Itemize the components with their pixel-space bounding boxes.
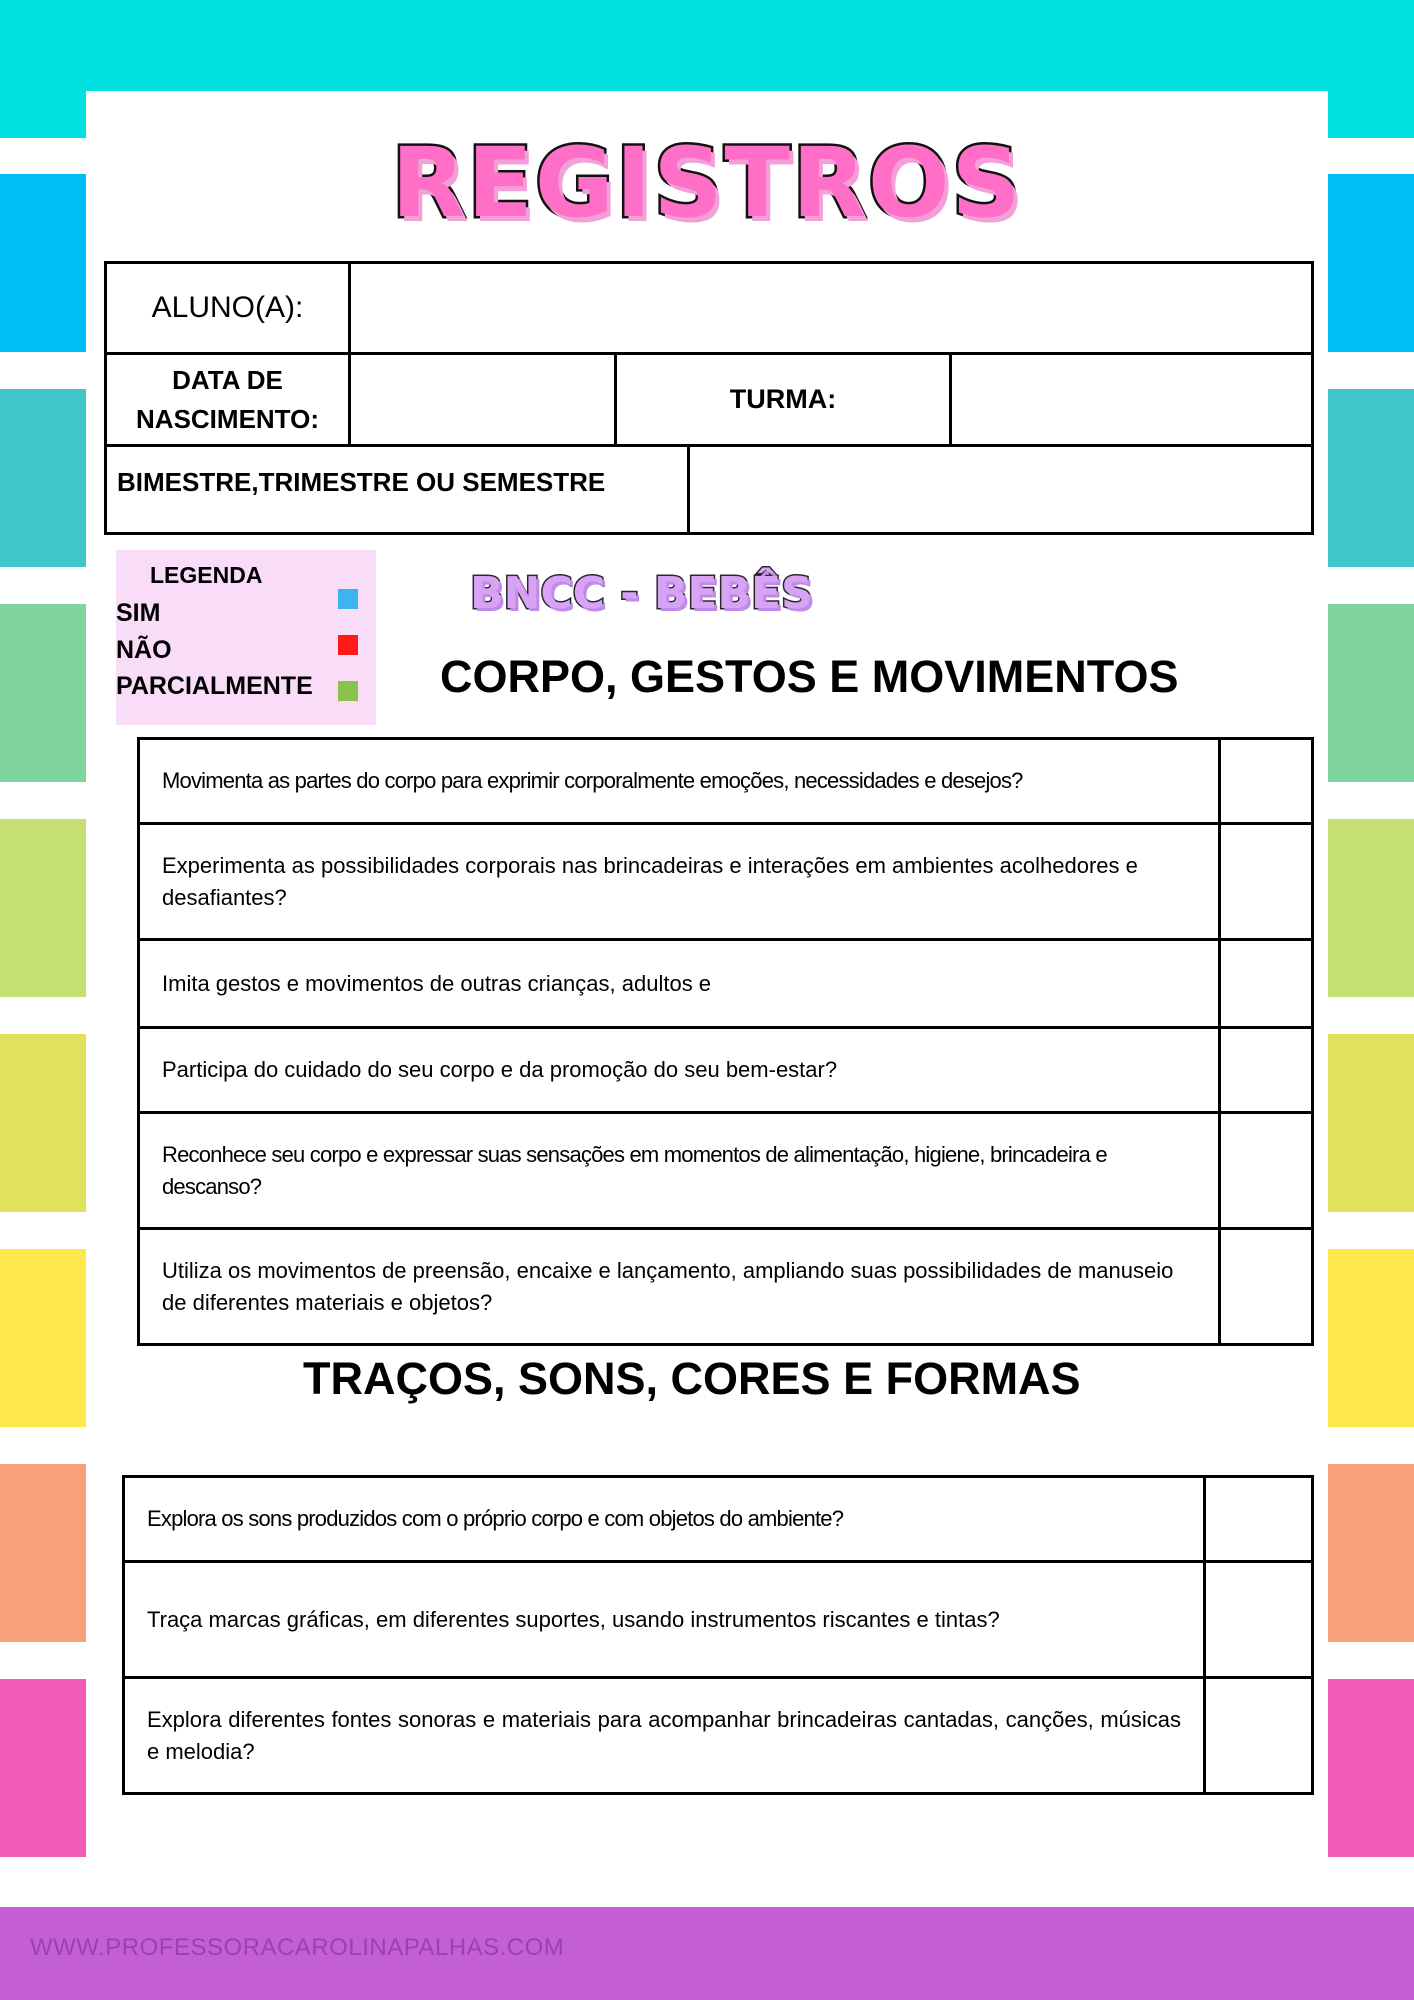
periodo-field[interactable] [690,447,1311,532]
legend-title: LEGENDA [150,562,263,588]
table-row [124,1562,1313,1678]
table-row [139,1028,1313,1113]
side-stripe [0,1464,86,1642]
table-row [139,1113,1313,1229]
section-heading-tracos: TRAÇOS, SONS, CORES E FORMAS [303,1353,1081,1404]
answer-cell[interactable] [1205,1678,1313,1794]
aluno-label: ALUNO(A): [151,291,304,324]
checklist-table-corpo [137,737,1314,1346]
side-stripe [1328,1679,1414,1857]
question-text: Reconhece seu corpo e expressar suas sensações em momentos de alimentação, higiene, brincadeira e descanso? [139,1113,1220,1229]
turma-field[interactable] [952,355,1311,444]
student-info-table [104,261,1314,535]
side-stripe [1328,604,1414,782]
legend-swatch-sim [338,589,358,609]
question-text: Explora os sons produzidos com o próprio corpo e com objetos do ambiente? [124,1477,1205,1562]
question-text: Participa do cuidado do seu corpo e da promoção do seu bem-estar? [139,1028,1220,1113]
legend-label-nao: NÃO [116,636,172,664]
side-stripe [1328,1464,1414,1642]
answer-cell[interactable] [1220,1229,1313,1345]
answer-cell[interactable] [1205,1562,1313,1678]
answer-cell[interactable] [1220,1113,1313,1229]
periodo-label: BIMESTRE,TRIMESTRE OU SEMESTRE [117,466,606,497]
answer-cell[interactable] [1220,940,1313,1028]
side-stripe [1328,1034,1414,1212]
side-stripe [0,819,86,997]
legend-box [116,550,376,725]
legend-label-parcialmente: PARCIALMENTE [116,672,313,700]
answer-cell[interactable] [1220,1028,1313,1113]
side-stripe [1328,389,1414,567]
side-stripe [0,1249,86,1427]
side-stripe [0,1679,86,1857]
question-text: Explora diferentes fontes sonoras e materiais para acompanhar brincadeiras cantadas, canções, músicas e melodia? [124,1678,1205,1794]
side-stripe [0,1034,86,1212]
legend-label-sim: SIM [116,599,161,627]
question-text: Imita gestos e movimentos de outras crianças, adultos e [139,940,1220,1028]
table-row [139,940,1313,1028]
table-row [139,1229,1313,1345]
section-heading-corpo: CORPO, GESTOS E MOVIMENTOS [440,651,1179,702]
footer-website: WWW.PROFESSORACAROLINAPALHAS.COM [30,1934,565,1961]
side-stripe [0,389,86,567]
question-text: Traça marcas gráficas, em diferentes suportes, usando instrumentos riscantes e tintas? [124,1562,1205,1678]
legend-swatch-parcialmente [338,681,358,701]
side-stripe [0,604,86,782]
checklist-table-tracos [122,1475,1314,1795]
data-nascimento-label-line1: DATA DE [172,364,283,395]
answer-cell[interactable] [1220,739,1313,824]
question-text: Experimenta as possibilidades corporais nas brincadeiras e interações em ambientes acolhedores e desafiantes? [139,824,1220,940]
answer-cell[interactable] [1205,1477,1313,1562]
question-text: Movimenta as partes do corpo para exprimir corporalmente emoções, necessidades e desejos? [139,739,1220,824]
side-stripe [1328,1249,1414,1427]
side-stripe [1328,819,1414,997]
turma-label: TURMA: [729,384,837,414]
data-nascimento-label-line2: NASCIMENTO: [136,403,319,434]
legend-swatch-nao [338,635,358,655]
table-row [124,1678,1313,1794]
data-nascimento-label [107,355,348,444]
data-nascimento-field[interactable] [351,355,614,444]
page-title: REGISTROS [391,127,1023,239]
answer-cell[interactable] [1220,824,1313,940]
table-row [139,824,1313,940]
table-row [124,1477,1313,1562]
table-row [139,739,1313,824]
bncc-subtitle: BNCC - BEBÊS [470,568,813,619]
question-text: Utiliza os movimentos de preensão, encaixe e lançamento, ampliando suas possibilidades de manuseio de diferentes materiais e objetos? [139,1229,1220,1345]
aluno-field[interactable] [351,264,1311,352]
